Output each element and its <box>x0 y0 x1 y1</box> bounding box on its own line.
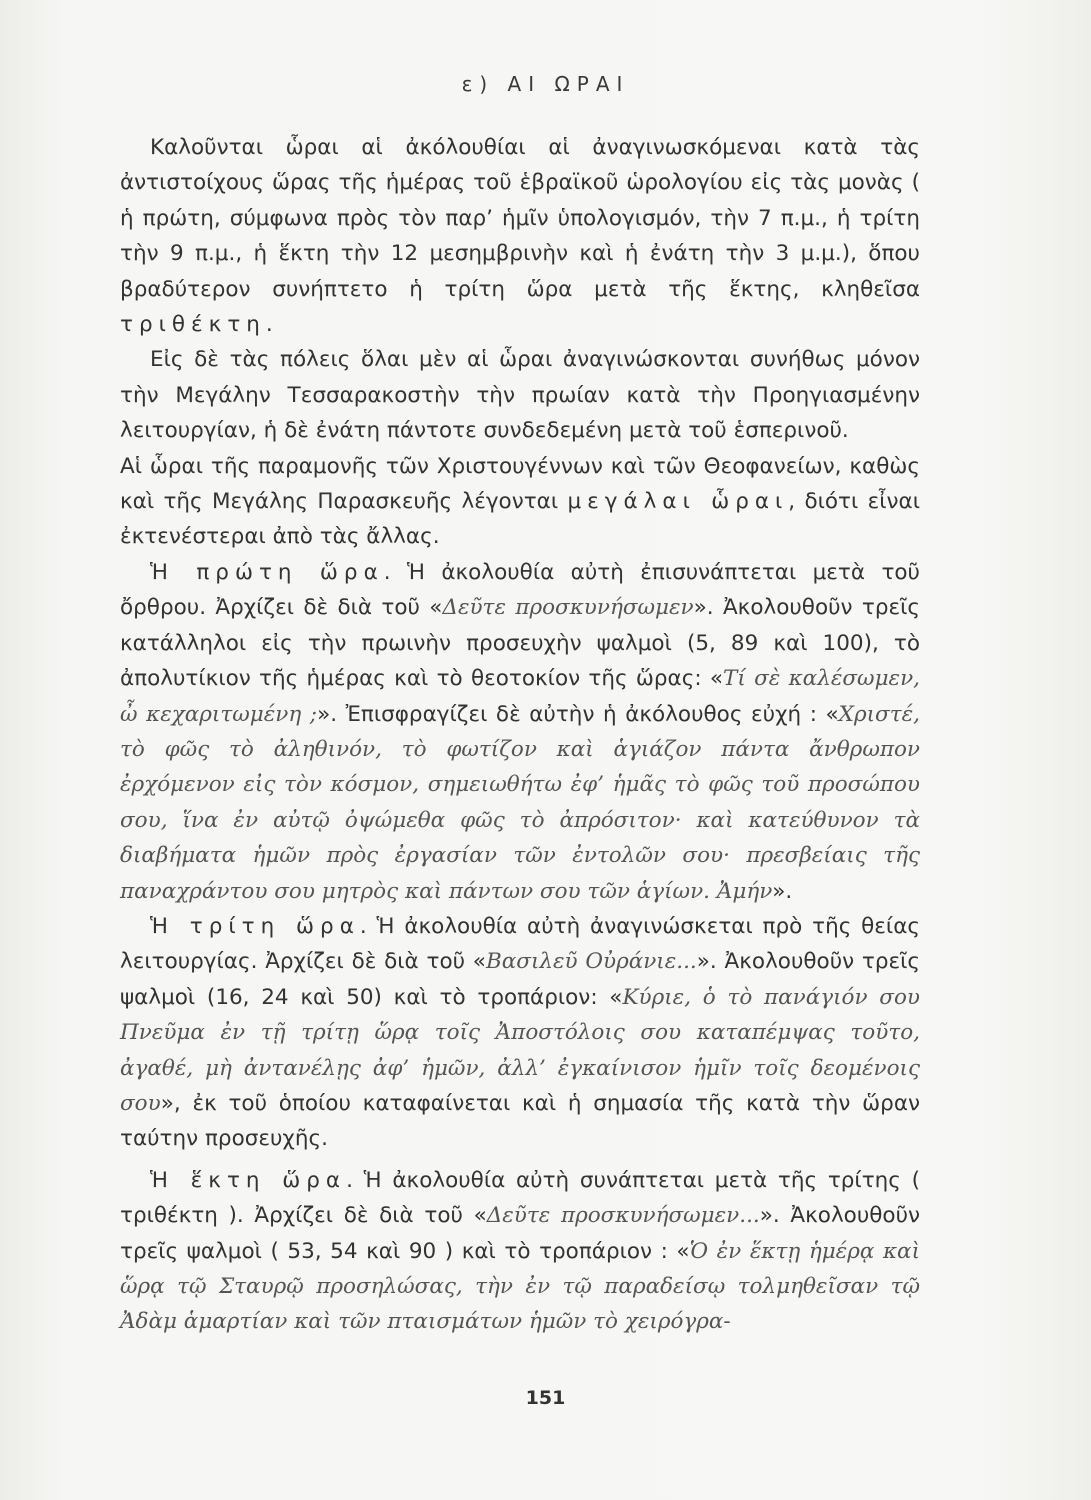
paragraph-definition: Καλοῦνται ὧραι αἱ ἀκόλουθίαι αἱ ἀναγινωσκόμεναι κατὰ τὰς ἀντιστοίχους ὥρας τῆς ἡμέρας τοῦ ἑβραϊκοῦ ὡρολογίου εἰς τὰς μονὰς ( ἡ πρώτη, σύμφωνα πρὸς τὸν παρ’ ἡμῖν ὑπολογισμόν, τὴν 7 π.μ., ἡ τρίτη τὴν 9 π.μ., ἡ ἕκτη τὴν 12 μεσημβρινὴν καὶ ἡ ἐνάτη τὴν 3 μ.μ.), ὅπου βραδύτερον συνήπτετο ἡ τρίτη ὥρα μετὰ τῆς ἕκτης, κληθεῖσα τριθέκτη. <box>120 135 920 338</box>
italic-troparion: Κύριε, ὁ τὸ πανάγιόν σου Πνεῦμα ἐν τῇ τρίτῃ ὥρᾳ τοῖς Ἀποστόλοις σου καταπέμψας τοῦτο, ἀγαθέ, μὴ ἀντανέλῃς ἀφ’ ἡμῶν, ἀλλ’ ἐγκαίνισον ἡμῖν τοῖς δεομένοις σου <box>120 984 920 1116</box>
paragraph-first-hour: Ἡ πρώτη ὥρα. Ἡ ἀκολουθία αὐτὴ ἐπισυνάπτεται μετὰ τοῦ ὄρθρου. Ἀρχίζει δὲ διὰ τοῦ «Δεῦτε προσκυνήσωμεν». Ἀκολουθοῦν τρεῖς κατάλληλοι εἰς τὴν πρωινὴν προσευχὴν ψαλμοὶ (5, 89 καὶ 100), τὸ ἀπολυτίκιον τῆς ἡμέρας καὶ τὸ θεοτοκίον τῆς ὥρας: «Τί σὲ καλέσωμεν, ὦ κεχαριτωμένη ;». Ἐπισφραγίζει δὲ αὐτὴν ἡ ἀκόλουθος εὐχή : «Χριστέ, τὸ φῶς τὸ ἀληθινόν, τὸ φωτίζον καὶ ἁγιάζον πάντα ἄνθρωπον ἐρχόμενον εἰς τὸν κόσμον, σημειωθήτω ἐφ’ ἡμᾶς τὸ φῶς τοῦ προσώπου σου, ἵνα ἐν αὐτῷ ὀψώμεθα φῶς τὸ ἀπρόσιτον· καὶ κατεύθυνον τὰ διαβήματα ἡμῶν πρὸς ἐργασίαν τῶν ἐντολῶν σου· πρεσβείαις τῆς παναχράντου σου μητρὸς καὶ πάντων σου τῶν ἁγίων. Ἀμήν». <box>120 559 920 904</box>
paragraph-third-hour: Ἡ τρίτη ὥρα. Ἡ ἀκολουθία αὐτὴ ἀναγινώσκεται πρὸ τῆς θείας λειτουργίας. Ἀρχίζει δὲ διὰ τοῦ «Βασιλεῦ Οὐράνιε...». Ἀκολουθοῦν τρεῖς ψαλμοὶ (16, 24 καὶ 50) καὶ τὸ τροπάριον: «Κύριε, ὁ τὸ πανάγιόν σου Πνεῦμα ἐν τῇ τρίτῃ ὥρᾳ τοῖς Ἀποστόλοις σου καταπέμψας τοῦτο, ἀγαθέ, μὴ ἀντανέλῃς ἀφ’ ἡμῶν, ἀλλ’ ἐγκαίνισον ἡμῖν τοῖς δεομένοις σου», ἐκ τοῦ ὁποίου καταφαίνεται καὶ ἡ σημασία τῆς κατὰ τὴν ὥραν ταύτην προσευχῆς. <box>120 913 921 1152</box>
italic-quote: Τί σὲ καλέσωμεν, ὦ κεχαριτωμένη ; <box>120 666 920 727</box>
spaced-term: μεγάλαι ὧραι <box>567 489 789 515</box>
italic-quote: Βασιλεῦ Οὐράνιε... <box>485 949 697 975</box>
spaced-term: Ἡ πρώτη ὥρα <box>150 559 384 585</box>
paragraph-sixth-hour: Ἡ ἕκτη ὥρα. Ἡ ἀκολουθία αὐτὴ συνάπτεται μετὰ τῆς τρίτης ( τριθέκτη ). Ἀρχίζει δὲ διὰ τοῦ «Δεῦτε προσκυνήσωμεν...». Ἀκολουθοῦν τρεῖς ψαλμοὶ ( 53, 54 καὶ 90 ) καὶ τὸ τροπάριον : «Ὁ ἐν ἕκτῃ ἡμέρᾳ καὶ ὥρᾳ τῷ Σταυρῷ προσηλώσας, τὴν ἐν τῷ παραδείσῳ τολμηθεῖσαν τῷ Ἀδὰμ ἁμαρτίαν καὶ τῶν πταισμάτων ἡμῶν τὸ χειρόγρα- <box>120 1167 921 1335</box>
italic-prayer: Χριστέ, τὸ φῶς τὸ ἀληθινόν, τὸ φωτίζον καὶ ἁγιάζον πάντα ἄνθρωπον ἐρχόμενον εἰς τὸν κόσμον, σημειωθήτω ἐφ’ ἡμᾶς τὸ φῶς τοῦ προσώπου σου, ἵνα ἐν αὐτῷ ὀψώμεθα φῶς τὸ ἀπρόσιτον· καὶ κατεύθυνον τὰ διαβήματα ἡμῶν πρὸς ἐργασίαν τῶν ἐντολῶν σου· πρεσβείαις τῆς παναχράντου σου μητρὸς καὶ πάντων σου τῶν ἁγίων. Ἀμήν <box>120 701 920 904</box>
page-number: 151 <box>525 1387 566 1409</box>
body-text <box>120 130 920 1340</box>
spaced-term: τριθέκτη <box>120 312 266 338</box>
paragraph-great-hours: Αἱ ὧραι τῆς παραμονῆς τῶν Χριστουγέννων καὶ τῶν Θεοφανείων, καθὼς καὶ τῆς Μεγάλης Παρασκευῆς λέγονται μεγάλαι ὧραι, διότι εἶναι ἐκτενέστεραι ἀπὸ τὰς ἄλλας. <box>120 453 920 550</box>
italic-quote: Δεῦτε προσκυνήσωμεν <box>442 595 694 621</box>
italic-quote: Δεῦτε προσκυνήσωμεν... <box>486 1203 760 1229</box>
section-heading: ε) ΑΙ ΩΡΑΙ <box>461 72 630 96</box>
italic-troparion: Ὁ ἐν ἕκτῃ ἡμέρᾳ καὶ ὥρᾳ τῷ Σταυρῷ προσηλώσας, τὴν ἐν τῷ παραδείσῳ τολμηθεῖσαν τῷ Ἀδὰμ ἁμαρτίαν καὶ τῶν πταισμάτων ἡμῶν τὸ χειρόγρα- <box>120 1238 920 1335</box>
spaced-term: Ἡ τρίτη ὥρα <box>150 913 360 939</box>
spaced-term: Ἡ ἕκτη ὥρα <box>150 1167 347 1193</box>
paragraph-cities: Εἰς δὲ τὰς πόλεις ὅλαι μὲν αἱ ὧραι ἀναγινώσκονται συνήθως μόνον τὴν Μεγάλην Τεσσαρακοστὴν τὴν πρωίαν κατὰ τὴν Προηγιασμένην λειτουργίαν, ἡ δὲ ἐνάτη πάντοτε συνδεδεμένη μετὰ τοῦ ἑσπερινοῦ. <box>120 347 920 444</box>
